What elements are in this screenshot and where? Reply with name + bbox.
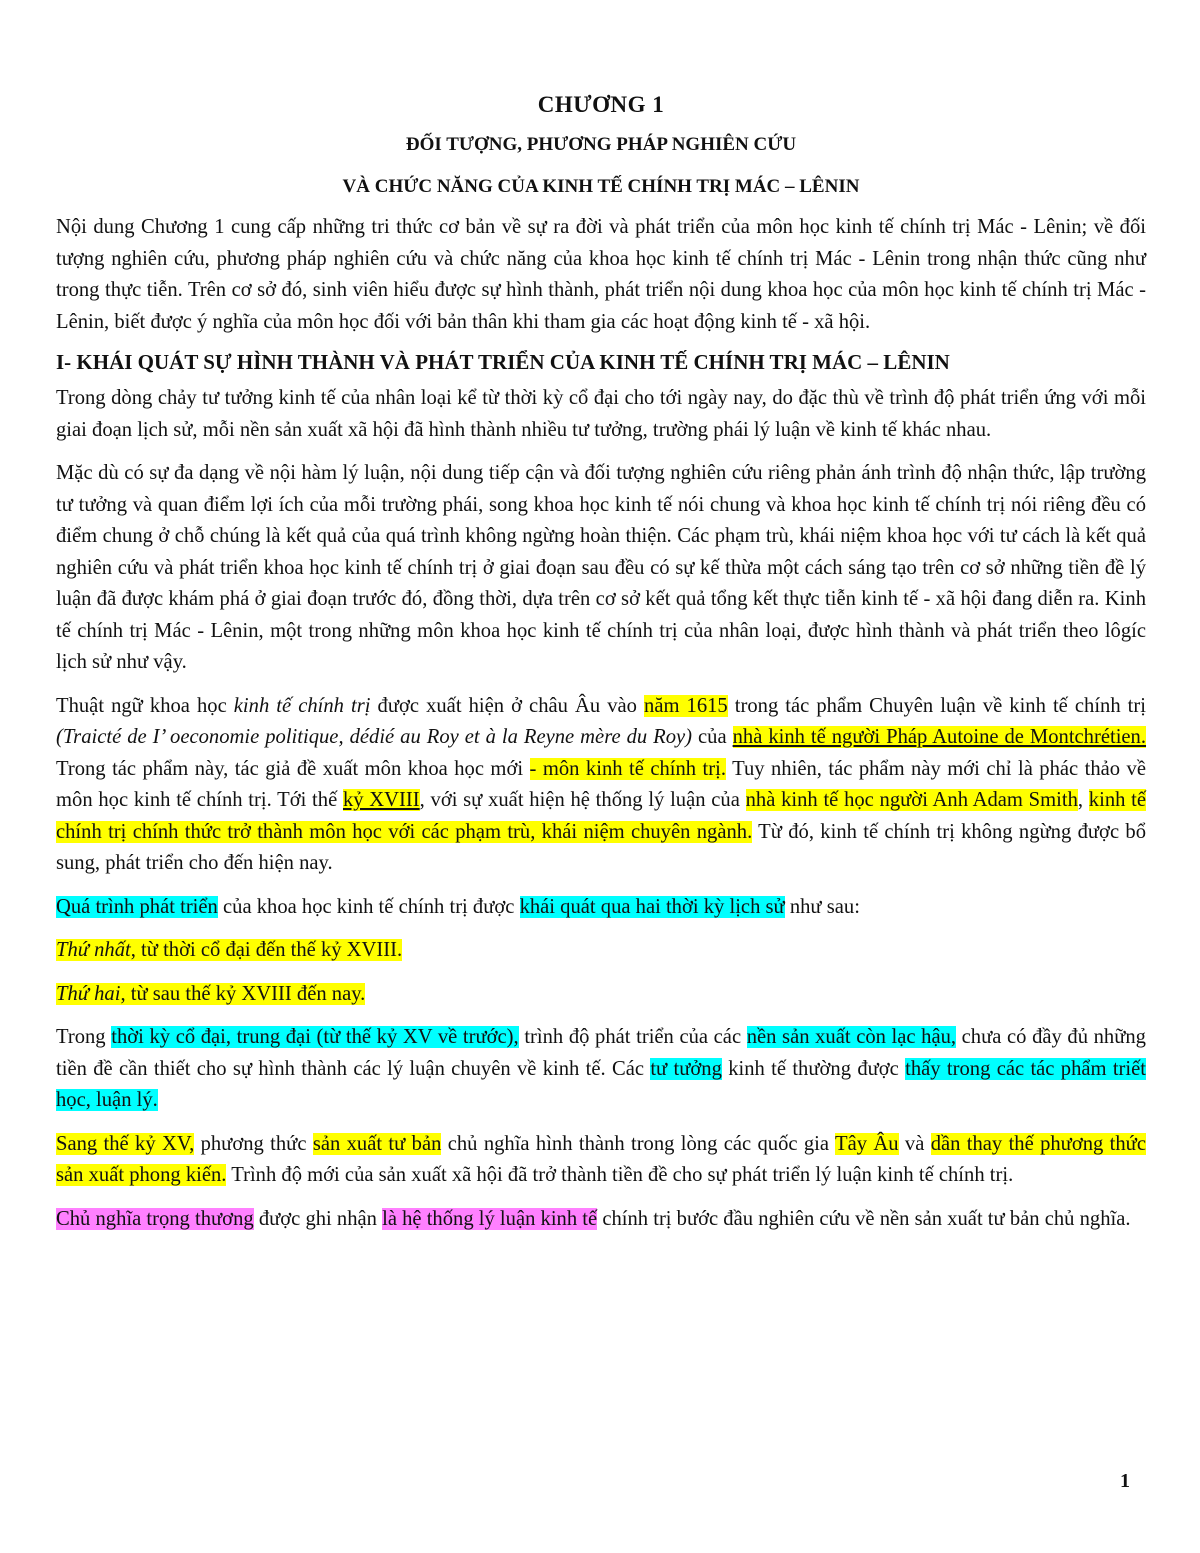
text-run: , từ thời cổ đại đến thế kỷ XVIII. [130,939,403,961]
paragraph-3 [56,691,1146,880]
text-run: được ghi nhận [253,1207,383,1230]
text-run: Trong [56,1026,112,1048]
section-heading: I- KHÁI QUÁT SỰ HÌNH THÀNH VÀ PHÁT TRIỂN CỦA KINH TẾ CHÍNH TRỊ MÁC – LÊNIN [56,350,950,374]
text-run: , [1077,789,1089,811]
paragraph-8 [56,1129,1146,1192]
text-run: Trình độ mới của sản xuất xã hội đã trở thành tiền đề cho sự phát triển lý luận kinh tế chính trị. [226,1164,1014,1186]
chapter-subtitle-2: VÀ CHỨC NĂNG CỦA KINH TẾ CHÍNH TRỊ MÁC – LÊNIN [342,176,860,197]
text-run: Từ đó, kinh tế chính trị không ngừng được bổ sung, phát triển cho đến hiện nay. [56,820,1146,874]
chapter-subtitle-1: ĐỐI TƯỢNG, PHƯƠNG PHÁP NGHIÊN CỨU [405,134,797,155]
document-page [56,92,1146,1247]
paragraph-9 [56,1204,1146,1236]
paragraph-6 [56,979,1146,1011]
highlight-ancient-period: thời kỳ cổ đại, trung đại (từ thế kỷ XV về trước), [111,1026,519,1048]
highlight-official-subject: kinh tế chính trị chính thức trở thành môn học với các phạm trù, khái niệm chuyên ngành. [56,789,1147,843]
highlight-replace-feudal: dần thay thế phương thức sản xuất phong kiến. [56,1132,1146,1186]
text-run: được xuất hiện ở châu Âu vào [370,694,645,717]
highlight-capitalist-production: sản xuất tư bản [312,1132,442,1155]
text-run: của khoa học kinh tế chính trị được [217,895,520,918]
highlight-backward-production: nền sản xuất còn lạc hậu, [746,1026,957,1048]
intro-paragraph: Nội dung Chương 1 cung cấp những tri thức cơ bản về sự ra đời và phát triển của môn học kinh tế chính trị Mác - Lênin; về đối tượng nghiên cứu, phương pháp nghiên cứu và chức năng của khoa học kinh tế chính trị Mác - Lênin trong nhận thức cũng như trong thực tiễn. Trên cơ sở đó, sinh viên hiểu được sự hình thành, phát triển nội dung khoa học của môn học kinh tế chính trị Mác - Lênin, biết được ý nghĩa của môn học đối với bản thân khi tham gia các hoạt động kinh tế - xã hội. [56,216,1146,333]
text-run: chủ nghĩa hình thành trong lòng các quốc gia [441,1132,836,1155]
text-run: kinh tế thường được [721,1057,906,1080]
highlight-two-periods: khái quát qua hai thời kỳ lịch sử [519,895,785,918]
paragraph-5 [56,935,1146,967]
text-run: Trong tác phẩm này, tác giả đề xuất môn khoa học mới [56,757,530,780]
text-run: như sau: [784,895,860,918]
highlight-year: năm 1615 [644,694,728,717]
highlight-adam-smith: nhà kinh tế học người Anh Adam Smith [745,789,1078,811]
highlight-15th-century: Sang thế kỷ XV, [56,1132,195,1155]
italic-term: kinh tế chính trị [233,694,371,717]
text-run: và [898,1132,931,1155]
text-run: phương thức [194,1132,313,1155]
highlight-philosophy-works: thấy trong các tác phẩm triết học, luận lý. [56,1057,1147,1111]
text-run: Thuật ngữ khoa học [56,694,234,717]
text-run: chưa có đầy đủ những tiền đề cần thiết cho sự hình thành các lý luận chuyên về kinh tế. Các [56,1026,1146,1080]
paragraph-2: Mặc dù có sự đa dạng về nội hàm lý luận, nội dung tiếp cận và đối tượng nghiên cứu riêng phản ánh trình độ nhận thức, lập trường tư tưởng và quan điểm lợi ích của mỗi trường phái, song khoa học kinh tế nói chung và khoa học kinh tế chính trị nói riêng đều có điểm chung ở chỗ chúng là kết quả của quá trình không ngừng hoàn thiện. Các phạm trù, khái niệm khoa học với tư cách là kết quả nghiên cứu và phát triển khoa học kinh tế chính trị ở giai đoạn sau đều có sự kế thừa một cách sáng tạo trên cơ sở những tiền đề lý luận đã được khám phá ở giai đoạn trước đó, đồng thời, dựa trên cơ sở kết quả tổng kết thực tiễn kinh tế - xã hội đang diễn ra. Kinh tế chính trị Mác - Lênin, một trong những môn khoa học kinh tế chính trị của nhân loại, được hình thành và phát triển theo lôgíc lịch sử như vậy. [56,462,1146,673]
highlight-process: Quá trình phát triển [56,895,218,918]
text-run: trong tác phẩm Chuyên luận về kinh tế chính trị [727,694,1146,717]
text-run: , từ sau thế kỷ XVIII đến nay. [120,982,366,1005]
highlight-century: kỷ XVIII [342,789,420,811]
text-run: Tuy nhiên, tác phẩm này mới chỉ là phác thảo về môn học kinh tế chính trị. Tới thế [56,757,1146,811]
highlight-mercantilism: Chủ nghĩa trọng thương [56,1207,254,1230]
highlight-western-europe: Tây Âu [835,1132,899,1155]
italic-first: Thứ nhất [56,939,131,961]
page-number: 1 [1120,1470,1130,1492]
italic-second: Thứ hai [56,982,121,1005]
italic-work-title: (Traicté de I’ oeconomie politique, dédié au Roy et à la Reyne mère du Roy) [56,726,693,748]
highlight-new-subject: - môn kinh tế chính trị. [529,757,726,780]
highlight-author: nhà kinh tế người Pháp Autoine de Montchrétien. [732,726,1147,748]
text-run: chính trị bước đầu nghiên cứu về nền sản xuất tư bản chủ nghĩa. [597,1207,1131,1230]
paragraph-4 [56,892,1146,924]
paragraph-1: Trong dòng chảy tư tưởng kinh tế của nhân loại kể từ thời kỳ cổ đại cho tới ngày nay, do đặc thù về trình độ phát triển ứng với mỗi giai đoạn lịch sử, mỗi nền sản xuất xã hội đã hình thành nhiều tư tưởng, trường phái lý luận về kinh tế khác nhau. [56,387,1146,441]
chapter-title: CHƯƠNG 1 [537,92,665,117]
highlight-thought: tư tưởng [650,1057,722,1080]
text-run: trình độ phát triển của các [518,1026,747,1048]
highlight-theory-system: là hệ thống lý luận kinh tế [382,1207,598,1230]
paragraph-7 [56,1022,1146,1117]
text-run: của [692,726,733,748]
text-run: , với sự xuất hiện hệ thống lý luận của [419,789,746,811]
